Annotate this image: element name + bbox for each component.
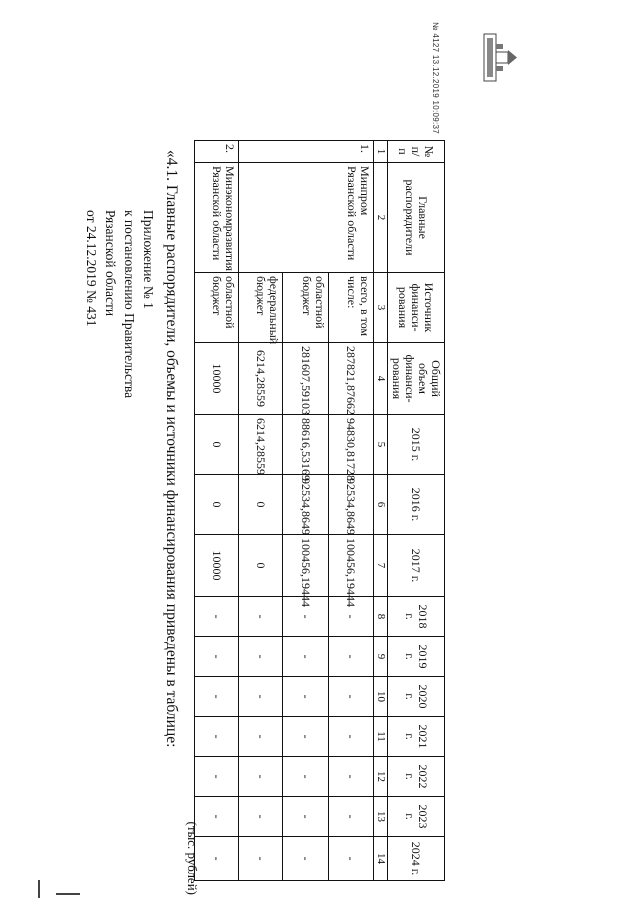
header-cell: Источник финанси-рования [388,273,445,343]
header-cell: 2016 г. [388,475,445,535]
year-cell: - [283,757,329,797]
year-cell: - [195,837,239,881]
approval-block [82,210,158,510]
header-cell: 2019 г. [388,637,445,677]
column-number: 6 [374,475,388,535]
year-cell: - [195,757,239,797]
year-cell: 0 [195,475,239,535]
column-number: 13 [374,797,388,837]
year-cell: 10000 [195,535,239,597]
column-number: 5 [374,415,388,475]
total-cell: 6214,28559 [239,343,283,415]
manager-cell: Минпром Рязанской области [239,163,374,273]
approval-line-3: Рязанской области [103,210,118,317]
year-cell: 100456,19444 [329,535,374,597]
year-cell: - [283,597,329,637]
year-cell: - [283,797,329,837]
year-cell: - [329,837,374,881]
table-row [329,141,374,881]
year-cell: 92534,8649 [329,475,374,535]
source-cell: федеральный бюджет [239,273,283,343]
column-number: 9 [374,637,388,677]
year-cell: - [239,757,283,797]
year-cell: - [283,837,329,881]
year-cell: 0 [239,475,283,535]
header-cell: № п/п [388,141,445,163]
units-label: (тыс. рублей) [185,821,200,895]
header-cell: Общий объем финанси-рования [388,343,445,415]
registration-emblem-icon [480,30,520,85]
total-cell: 281607,59103 [283,343,329,415]
year-cell: - [195,797,239,837]
year-cell: - [239,797,283,837]
row-number-cell: 1. [239,141,374,163]
year-cell: 0 [239,535,283,597]
source-cell: всего, в том числе: [329,273,374,343]
column-number: 4 [374,343,388,415]
table-row [195,141,239,881]
column-number: 1 [374,141,388,163]
column-number: 11 [374,717,388,757]
year-cell: - [329,757,374,797]
column-number: 14 [374,837,388,881]
header-cell: Главные распорядители [388,163,445,273]
manager-cell: Минэкономразвития Рязанской области [195,163,239,273]
year-cell: 92534,8649 [283,475,329,535]
total-cell: 287821,87662 [329,343,374,415]
header-cell: 2021 г. [388,717,445,757]
registration-stamp: № 4127 13.12.2019 10:09:37 [431,22,440,135]
year-cell: - [283,717,329,757]
source-cell: областной бюджет [283,273,329,343]
column-number: 3 [374,273,388,343]
column-number-row [374,141,388,881]
year-cell: - [239,717,283,757]
year-cell: - [195,637,239,677]
year-cell: - [239,597,283,637]
header-cell: 2024 г. [388,837,445,881]
approval-line-4: от 24.12.2019 № 431 [84,210,99,327]
year-cell: - [195,717,239,757]
header-cell: 2020 г. [388,677,445,717]
header-cell: 2015 г. [388,415,445,475]
year-cell: - [195,677,239,717]
year-cell: 94830,81728 [329,415,374,475]
header-cell: 2022 г. [388,757,445,797]
year-cell: 6214,28559 [239,415,283,475]
year-cell: - [239,677,283,717]
approval-line-1: Приложение № 1 [141,210,156,309]
approval-line-2: к постановлению Правительства [122,210,137,399]
header-cell: 2023 г. [388,797,445,837]
section-caption: «4.1. Главные распорядители, объемы и источники финансирования приведены в таблице: [163,150,180,748]
column-number: 8 [374,597,388,637]
year-cell: - [283,677,329,717]
year-cell: - [329,797,374,837]
year-cell: 0 [195,415,239,475]
scan-artifact [56,893,80,895]
financing-table [194,140,445,881]
column-number: 2 [374,163,388,273]
year-cell: - [329,677,374,717]
header-cell: 2017 г. [388,535,445,597]
column-number: 7 [374,535,388,597]
column-number: 10 [374,677,388,717]
table-header-row [388,141,445,881]
source-cell: областной бюджет [195,273,239,343]
year-cell: - [239,837,283,881]
year-cell: 88616,53169 [283,415,329,475]
column-number: 12 [374,757,388,797]
year-cell: - [329,637,374,677]
year-cell: - [283,637,329,677]
header-cell: 2018 г. [388,597,445,637]
year-cell: - [239,637,283,677]
year-cell: - [329,597,374,637]
year-cell: 100456,19444 [283,535,329,597]
row-number-cell: 2. [195,141,239,163]
year-cell: - [195,597,239,637]
year-cell: - [329,717,374,757]
scan-artifact [38,880,40,898]
total-cell: 10000 [195,343,239,415]
